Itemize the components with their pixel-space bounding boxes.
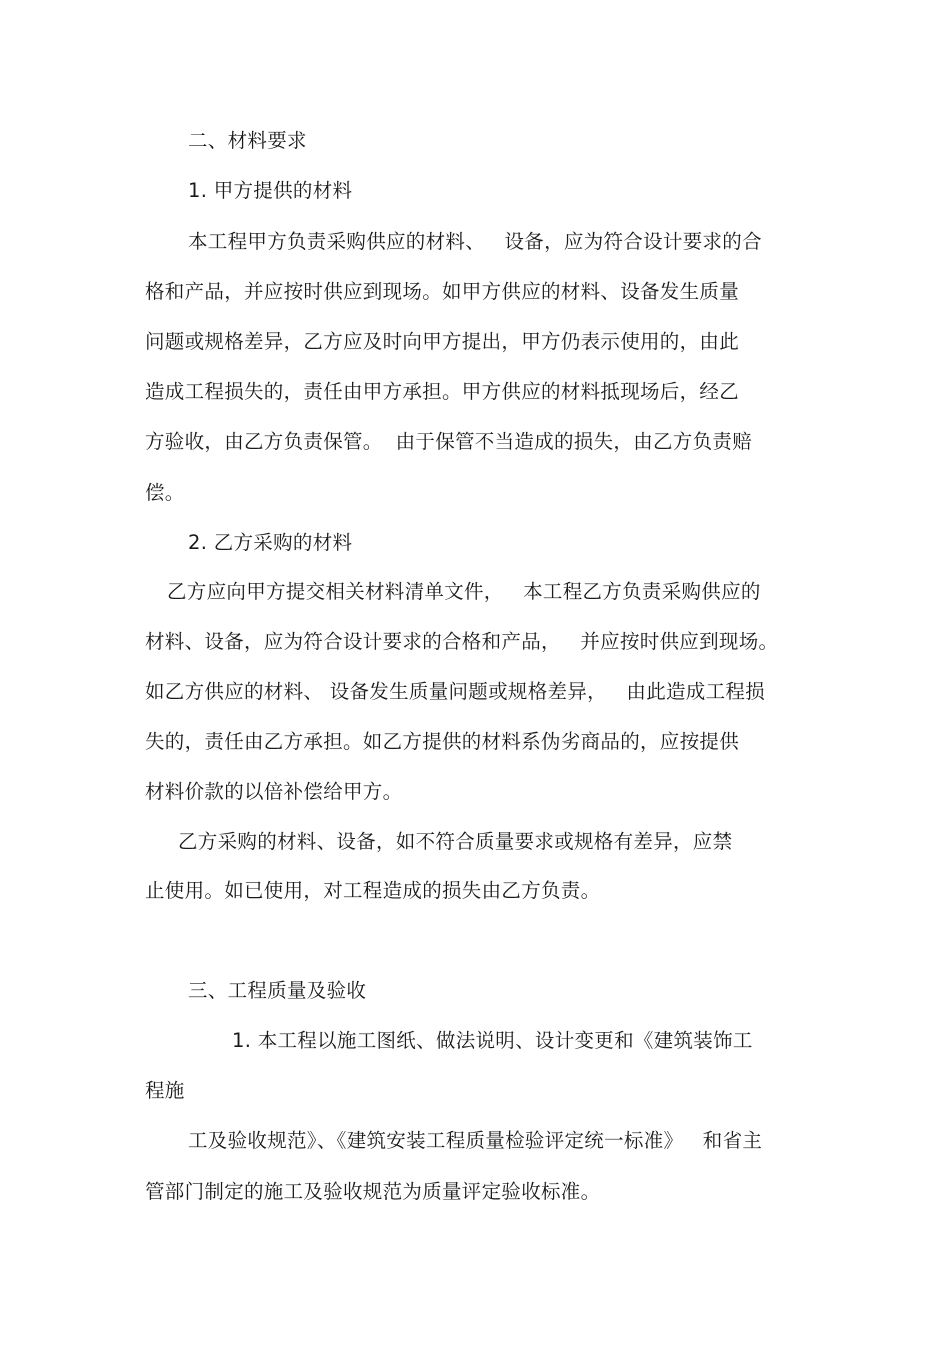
paragraph-line: 失的，责任由乙方承担。如乙方提供的材料系伪劣商品的，应按提供 [145, 730, 740, 753]
section-heading-materials: 二、材料要求 [188, 129, 307, 152]
paragraph-line: 材料、设备，应为符合设计要求的合格和产品， 并应按时供应到现场。 [145, 630, 779, 653]
paragraph-line: 本工程甲方负责采购供应的材料、 设备，应为符合设计要求的合 [188, 230, 762, 253]
section-heading-quality: 三、工程质量及验收 [188, 979, 367, 1002]
paragraph-line: 造成工程损失的，责任由甲方承担。甲方供应的材料抵现场后，经乙 [145, 380, 740, 403]
paragraph-line: 止使用。如已使用，对工程造成的损失由乙方负责。 [145, 879, 601, 902]
paragraph-line: 程施 [145, 1079, 185, 1102]
paragraph-line: 格和产品，并应按时供应到现场。如甲方供应的材料、设备发生质量 [145, 280, 740, 303]
paragraph-line: 如乙方供应的材料、 设备发生质量问题或规格差异， 由此造成工程损 [145, 680, 765, 703]
paragraph-line: 管部门制定的施工及验收规范为质量评定验收标准。 [145, 1180, 601, 1203]
paragraph-line: 1. 本工程以施工图纸、做法说明、设计变更和《建筑装饰工 [232, 1029, 753, 1052]
paragraph-line: 乙方采购的材料、设备，如不符合质量要求或规格有差异，应禁 [178, 830, 733, 853]
paragraph-line: 问题或规格差异，乙方应及时向甲方提出，甲方仍表示使用的，由此 [145, 330, 740, 353]
paragraph-line: 材料价款的以倍补偿给甲方。 [145, 780, 403, 803]
subheading-party-a-materials: 1. 甲方提供的材料 [188, 179, 353, 202]
subheading-party-b-materials: 2. 乙方采购的材料 [188, 531, 353, 554]
paragraph-line: 乙方应向甲方提交相关材料清单文件， 本工程乙方负责采购供应的 [167, 580, 761, 603]
paragraph-line: 工及验收规范》、《建筑安装工程质量检验评定统一标准》 和省主 [188, 1129, 763, 1152]
paragraph-line: 偿。 [145, 481, 185, 504]
paragraph-line: 方验收，由乙方负责保管。 由于保管不当造成的损失，由乙方负责赔 [145, 430, 752, 453]
